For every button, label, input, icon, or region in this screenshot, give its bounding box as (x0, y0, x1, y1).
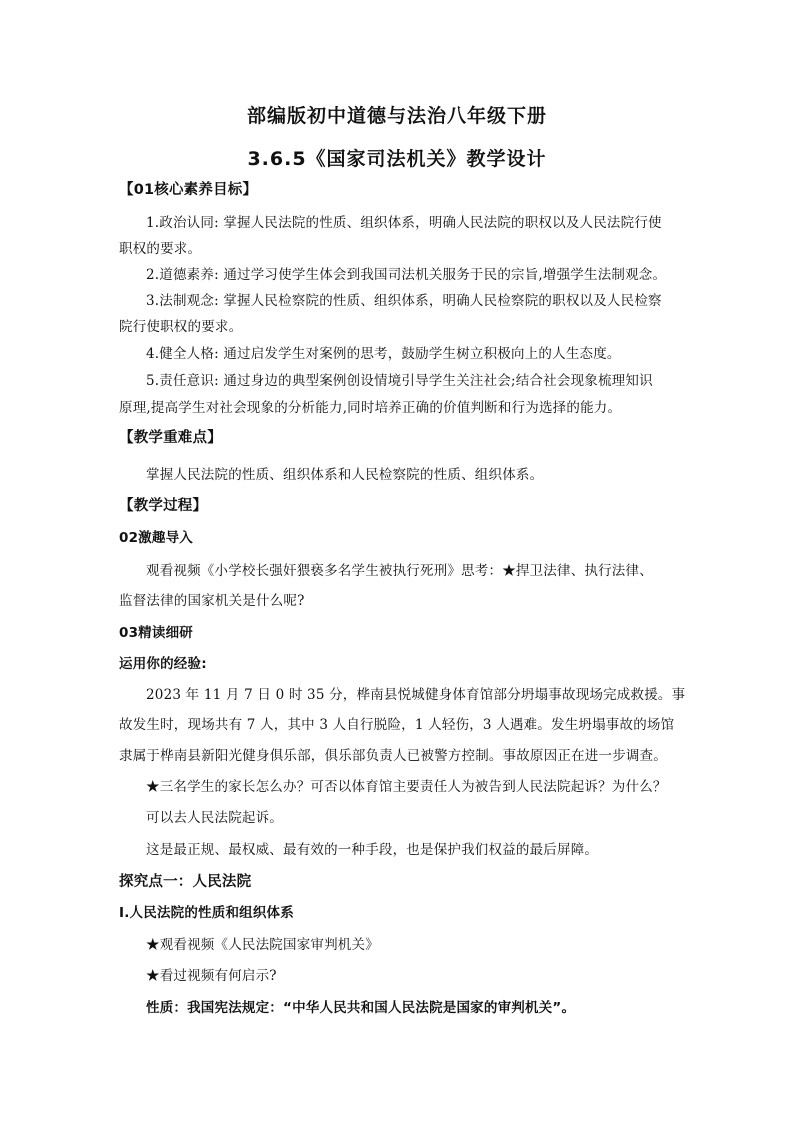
answer-1: 可以去人民法院起诉。 (146, 810, 283, 826)
question-item: ★三名学生的家长怎么办？可否以体育馆主要责任人为被告到人民法院起诉？为什么？ (146, 779, 667, 795)
answer-2: 这是最正规、最权威、最有效的一种手段，也是保护我们权益的最后屏障。 (146, 842, 599, 858)
section-heading-keypoints: 【教学重难点】 (119, 430, 222, 446)
nature-definition: 性质：我国宪法规定：“中华人民共和国人民法院是国家的审判机关”。 (146, 1000, 576, 1016)
intro-heading: 02激趣导入 (119, 530, 193, 546)
case-line-2: 故发生时，现场共有 7 人，其中 3 人自行脱险，1 人轻伤，3 人遇难。发生坍塌事故的场馆 (119, 717, 675, 733)
document-subtitle: 3.6.5《国家司法机关》教学设计 (247, 148, 547, 170)
goal-1-line-1: 1.政治认同: 掌握人民法院的性质、组织体系，明确人民法院的职权以及人民法院行使 (146, 215, 662, 231)
goal-3-line-1: 3.法制观念: 掌握人民检察院的性质、组织体系，明确人民检察院的职权以及人民检察 (146, 293, 662, 309)
keypoints-text: 掌握人民法院的性质、组织体系和人民检察院的性质、组织体系。 (146, 467, 544, 483)
sub-heading-court-nature: Ⅰ.人民法院的性质和组织体系 (119, 905, 294, 921)
video-item: ★观看视频《人民法院国家审判机关》 (146, 937, 379, 953)
goal-1-line-2: 职权的要求。 (119, 241, 202, 257)
explore-heading: 探究点一：人民法院 (119, 874, 252, 890)
goal-5-line-2: 原理,提高学生对社会现象的分析能力,同时培养正确的价值判断和行为选择的能力。 (119, 400, 622, 416)
document-title: 部编版初中道德与法治八年级下册 (246, 105, 547, 127)
section-heading-goals: 【01核心素养目标】 (119, 182, 258, 198)
case-line-3: 隶属于桦南县新阳光健身俱乐部，俱乐部负责人已被警方控制。事故原因正在进一步调查。 (119, 748, 667, 764)
section-heading-process: 【教学过程】 (119, 498, 208, 514)
goal-3-line-2: 院行使职权的要求。 (119, 319, 243, 335)
intro-line-1: 观看视频《小学校长强奸猥亵多名学生被执行死刑》思考：★捍卫法律、执行法律、 (146, 563, 653, 579)
insight-item: ★看过视频有何启示? (146, 968, 277, 984)
goal-5-line-1: 5.责任意识: 通过身边的典型案例创设情境引导学生关注社会;结合社会现象梳理知识 (146, 373, 653, 389)
intro-line-2: 监督法律的国家机关是什么呢? (119, 593, 305, 609)
goal-2: 2.道德素养: 通过学习使学生体会到我国司法机关服务于民的宗旨,增强学生法制观念。 (146, 267, 667, 283)
experience-heading: 运用你的经验: (119, 656, 207, 672)
study-heading: 03精读细研 (119, 625, 193, 641)
goal-4: 4.健全人格: 通过启发学生对案例的思考，鼓励学生树立积极向上的人生态度。 (146, 346, 621, 362)
case-line-1: 2023 年 11 月 7 日 0 时 35 分，桦南县悦城健身体育馆部分坍塌事故现场完成救援。事 (146, 687, 686, 703)
